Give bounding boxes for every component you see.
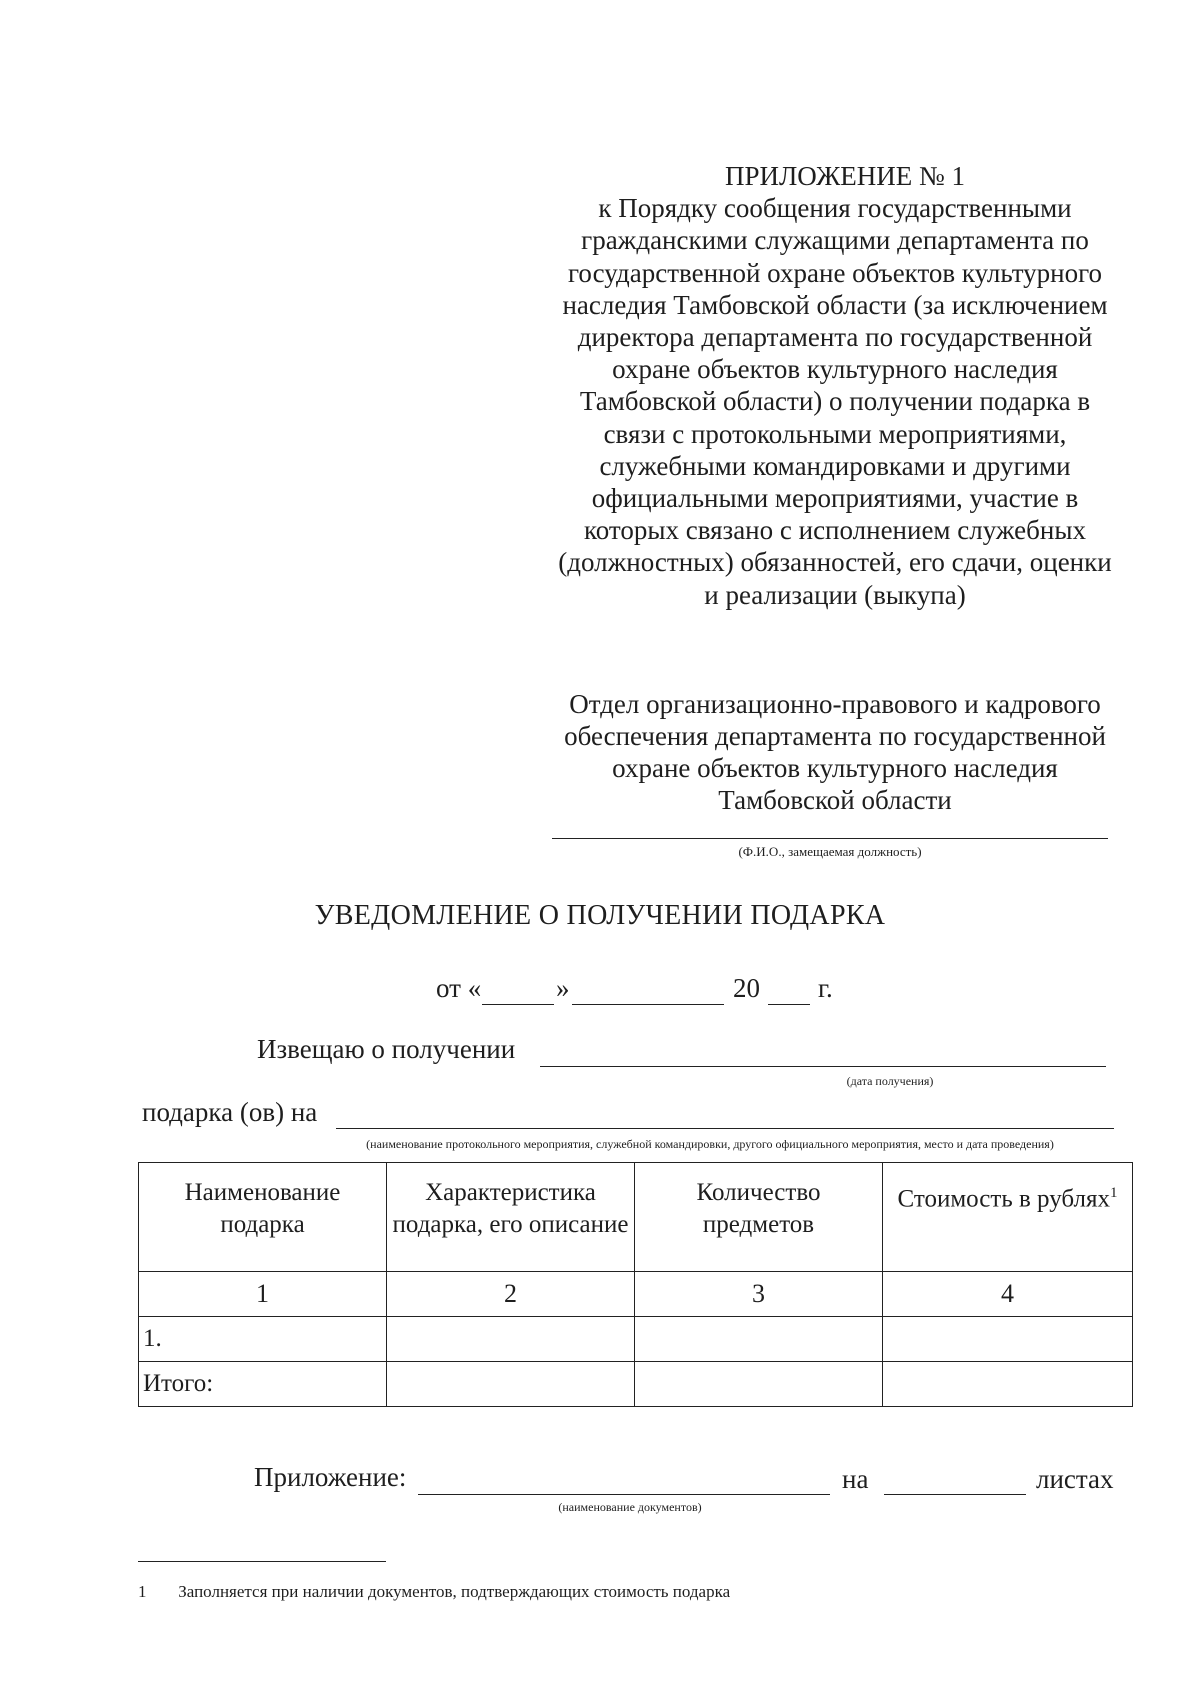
table-number-row xyxy=(139,1272,1133,1317)
gifts-table xyxy=(138,1162,1133,1407)
header-cost xyxy=(883,1163,1133,1272)
header-gift-name: Наименование подарка xyxy=(139,1163,387,1272)
appendix-line: гражданскими служащими департамента по xyxy=(581,225,1089,256)
table-header-row xyxy=(139,1163,1133,1272)
date-day-field[interactable] xyxy=(482,1004,554,1005)
fio-caption: (Ф.И.О., замещаемая должность) xyxy=(738,844,922,859)
year-prefix: 20 xyxy=(733,973,760,1003)
total-label-cell: Итого: xyxy=(139,1362,387,1407)
total-quantity-cell[interactable] xyxy=(635,1362,883,1407)
column-number: 2 xyxy=(387,1272,635,1317)
gift-label: подарка (ов) на xyxy=(142,1097,318,1127)
appendix-line: официальными мероприятиями, участие в xyxy=(591,483,1079,514)
notice-title: УВЕДОМЛЕНИЕ О ПОЛУЧЕНИИ ПОДАРКА xyxy=(314,900,886,931)
column-number: 4 xyxy=(883,1272,1133,1317)
date-month-field[interactable] xyxy=(572,1004,724,1005)
appendix-line: (должностных) обязанностей, его сдачи, оценки xyxy=(558,547,1112,578)
gift-caption: (наименование протокольного мероприятия, служебной командировки, другого официального мероприятия, место и дата проведения) xyxy=(366,1137,1054,1151)
department-line: охране объектов культурного наследия xyxy=(612,753,1058,783)
date-prefix: от « xyxy=(436,973,482,1003)
department-line: обеспечения департамента по государственной xyxy=(564,721,1106,751)
appendix-line: Тамбовской области) о получении подарка в xyxy=(579,386,1091,417)
attachment-documents-field[interactable] xyxy=(418,1494,830,1495)
appendix-line: служебными командировками и другими xyxy=(599,450,1071,481)
header-cost-label: Стоимость в рублях xyxy=(897,1185,1110,1213)
footnote-mark: 1 xyxy=(1109,1185,1118,1201)
header-gift-description: Характеристика подарка, его описание xyxy=(387,1163,635,1272)
footnote-text: Заполняется при наличии документов, подтверждающих стоимость подарка xyxy=(178,1582,731,1601)
column-number: 3 xyxy=(635,1272,883,1317)
footnote-separator xyxy=(138,1561,386,1562)
receipt-caption: (дата получения) xyxy=(846,1074,934,1088)
footnote xyxy=(138,1582,730,1602)
fio-field-line[interactable] xyxy=(552,838,1108,839)
appendix-line: охране объектов культурного наследия xyxy=(612,354,1058,385)
cost-cell[interactable] xyxy=(883,1317,1133,1362)
attachment-label: Приложение: xyxy=(254,1462,407,1492)
attachment-caption: (наименование документов) xyxy=(558,1500,702,1514)
table-row xyxy=(139,1317,1133,1362)
appendix-line: государственной охране объектов культурного xyxy=(568,257,1102,288)
footnote-number: 1 xyxy=(138,1582,147,1601)
total-description-cell[interactable] xyxy=(387,1362,635,1407)
department-line: Отдел организационно-правового и кадрового xyxy=(569,689,1101,719)
gift-event-field[interactable] xyxy=(336,1128,1114,1129)
table-total-row xyxy=(139,1362,1133,1407)
attachment-on-label: на xyxy=(842,1464,869,1494)
date-quote: » xyxy=(556,973,570,1003)
department-line: Тамбовской области xyxy=(718,785,952,815)
attachment-sheets-field[interactable] xyxy=(884,1494,1026,1495)
receipt-label: Извещаю о получении xyxy=(257,1034,516,1064)
header-quantity: Количество предметов xyxy=(635,1163,883,1272)
year-suffix: г. xyxy=(818,973,833,1003)
quantity-cell[interactable] xyxy=(635,1317,883,1362)
appendix-line: которых связано с исполнением служебных xyxy=(584,515,1086,546)
receipt-date-field[interactable] xyxy=(540,1066,1106,1067)
gift-description-cell[interactable] xyxy=(387,1317,635,1362)
appendix-line: наследия Тамбовской области (за исключением xyxy=(562,289,1108,320)
appendix-line: связи с протокольными мероприятиями, xyxy=(603,418,1067,449)
appendix-heading: ПРИЛОЖЕНИЕ № 1 xyxy=(724,161,966,191)
column-number: 1 xyxy=(139,1272,387,1317)
appendix-block xyxy=(540,160,1130,611)
appendix-line: к Порядку сообщения государственными xyxy=(598,193,1072,224)
department-block xyxy=(540,688,1130,816)
appendix-line: директора департамента по государственной xyxy=(577,322,1093,353)
attachment-sheets-label: листах xyxy=(1036,1464,1114,1494)
appendix-line: и реализации (выкупа) xyxy=(704,579,966,610)
gift-name-cell[interactable]: 1. xyxy=(139,1317,387,1362)
date-year-field[interactable] xyxy=(768,1004,810,1005)
total-cost-cell[interactable] xyxy=(883,1362,1133,1407)
